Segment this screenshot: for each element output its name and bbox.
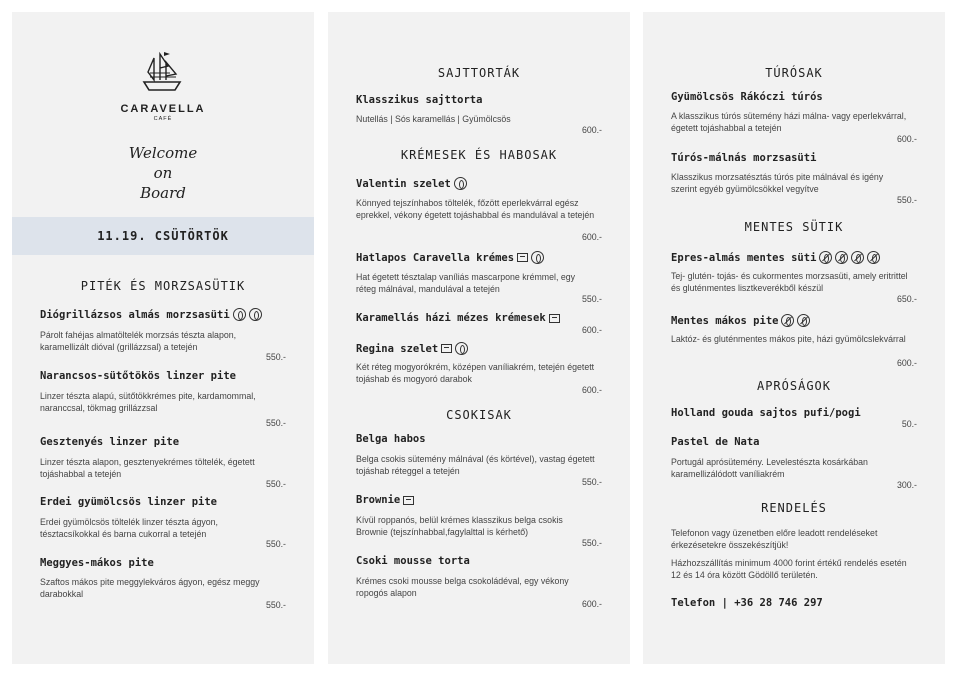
item-name	[356, 251, 544, 264]
delivery-info-text: Házhozszállítás minimum 4000 forint értékű rendelés esetén 12 és 14 óra között Gödöllő területén.	[671, 558, 907, 580]
item-description: Klasszikus morzsatésztás túrós pite málnával és igény szerint egyéb gyümölcsökkel vegyítve	[671, 172, 884, 194]
item-name	[356, 312, 560, 324]
section-title-aprosagok: APRÓSÁGOK	[756, 379, 832, 393]
item-price: 600.-	[581, 325, 602, 335]
item-price: 550.-	[265, 352, 286, 362]
welcome-line-1: Welcome	[128, 144, 198, 162]
item-price: 600.-	[896, 358, 917, 368]
menu-panel-left	[12, 12, 314, 664]
item-name: Csoki mousse torta	[356, 555, 470, 567]
brand-subtitle: CAFÉ	[153, 116, 173, 122]
item-description: Belga csokis sütemény málnával (és körtével), vastag égetett tojáshab réteggel a tetején	[356, 454, 595, 476]
nuts-icon	[233, 308, 246, 321]
item-description: Könnyed tejszínhabos töltelék, főzött eperlekvárral egész eprekkel, vékony égetett tojáshabbal és mandulával a tetején	[356, 198, 595, 220]
item-name-text: Regina szelet	[356, 342, 439, 355]
item-description: Portugál aprósütemény. Levelestészta kosárkában karamellizálódott vaníliakrém	[671, 457, 868, 479]
gluten-icon	[454, 177, 467, 190]
item-price: 550.-	[581, 538, 602, 548]
item-description: Kívül roppanós, belül krémes klasszikus belga csokis Brownie (tejszínhabbal,fagylalttal is kérhető)	[356, 515, 563, 537]
item-description: Szaftos mákos pite meggylekváros ágyon, egész meggy darabokkal	[40, 577, 260, 599]
lactose-free-icon	[797, 314, 810, 327]
gluten-icon	[455, 342, 468, 355]
item-name: Pastel de Nata	[671, 436, 760, 448]
item-name: Gesztenyés linzer pite	[40, 436, 180, 448]
item-name	[40, 308, 262, 321]
item-price: 600.-	[581, 385, 602, 395]
date-label: 11.19. CSÜTÖRTÖK	[97, 229, 229, 243]
gluten-free-icon	[819, 251, 832, 264]
menu-panel-right	[643, 12, 945, 664]
box-icon	[517, 253, 528, 262]
item-name	[356, 342, 468, 355]
item-price: 600.-	[581, 232, 602, 242]
section-title-turosak: TÚRÓSAK	[765, 66, 823, 80]
item-name: Túrós-málnás morzsasüti	[671, 152, 817, 164]
item-name-text: Valentin szelet	[356, 177, 451, 190]
item-name	[671, 314, 810, 327]
item-name: Erdei gyümölcsös linzer pite	[40, 496, 218, 508]
welcome-line-3: Board	[140, 184, 186, 202]
menu-panel-middle	[328, 12, 630, 664]
item-name: Klasszikus sajttorta	[356, 94, 483, 106]
item-name: Meggyes-mákos pite	[40, 557, 154, 569]
item-description: Tej- glutén- tojás- és cukormentes morzsasüti, amely eritrittel és gluténmentes lisztkeverékből készül	[671, 271, 908, 293]
brand-name: CARAVELLA	[120, 103, 206, 115]
dairy-free-icon	[851, 251, 864, 264]
item-description: A klasszikus túrós sütemény házi málna- vagy eperlekvárral, égetett tojáshabbal a tetején	[671, 111, 907, 133]
item-description: Két réteg mogyorókrém, középen vaníliakrém, tetején égetett tojáshab és mogyoró darabok	[356, 362, 595, 384]
welcome-line-2: on	[153, 164, 173, 182]
item-name: Narancsos-sütőtökös linzer pite	[40, 370, 236, 382]
sugar-free-icon	[867, 251, 880, 264]
item-price: 650.-	[896, 294, 917, 304]
item-price: 300.-	[896, 480, 917, 490]
item-name-text: Karamellás házi mézes krémesek	[356, 312, 546, 324]
gluten-free-icon	[781, 314, 794, 327]
item-price: 550.-	[265, 418, 286, 428]
item-description: Nutellás | Sós karamellás | Gyümölcsös	[356, 114, 511, 124]
item-price: 550.-	[265, 479, 286, 489]
item-price: 600.-	[581, 125, 602, 135]
item-name-text: Diógrillázsos almás morzsasüti	[40, 308, 230, 321]
item-description: Krémes csoki mousse belga csokoládéval, egy vékony ropogós alapon	[356, 576, 569, 598]
item-description: Linzer tészta alapon, gesztenyekrémes töltelék, égetett tojáshabbal a tetején	[40, 457, 255, 479]
egg-free-icon	[835, 251, 848, 264]
item-name-text: Epres-almás mentes süti	[671, 251, 817, 264]
item-description: Laktóz- és gluténmentes mákos pite, házi gyümölcslekvárral	[671, 334, 906, 344]
order-info-text: Telefonon vagy üzenetben előre leadott rendeléseket érkezésetekre összekészítjük!	[671, 528, 878, 550]
item-description: Hat égetett tésztalap vaníliás mascarpone krémmel, egy réteg málnával, mandulával a tetején	[356, 272, 576, 294]
item-name	[356, 494, 414, 506]
item-price: 550.-	[265, 539, 286, 549]
item-name: Gyümölcsös Rákóczi túrós	[671, 91, 823, 103]
section-title-sajttortak: SAJTTORTÁK	[437, 66, 521, 80]
item-description: Linzer tészta alapú, sütőtökkrémes pite, kardamommal, naranccsal, tökmag grillázzsal	[40, 391, 256, 413]
item-name: Holland gouda sajtos pufi/pogi	[671, 407, 861, 419]
item-price: 550.-	[896, 195, 917, 205]
ship-logo-icon	[140, 50, 186, 96]
item-price: 550.-	[581, 477, 602, 487]
item-name	[671, 251, 880, 264]
item-description: Párolt fahéjas almatöltelék morzsás tészta alapon, karamellizált dióval (grillázzsal) a tetején	[40, 330, 237, 352]
phone-contact[interactable]: Telefon | +36 28 746 297	[671, 597, 823, 609]
box-icon	[549, 314, 560, 323]
item-description: Erdei gyümölcsös töltelék linzer tészta ágyon, tésztacsíkokkal és barna cukorral a tetején	[40, 517, 218, 539]
box-icon	[441, 344, 452, 353]
item-price: 550.-	[265, 600, 286, 610]
gluten-icon	[249, 308, 262, 321]
item-name-text: Brownie	[356, 494, 401, 506]
item-name-text: Mentes mákos pite	[671, 314, 779, 327]
item-price: 600.-	[581, 599, 602, 609]
date-banner	[12, 217, 314, 255]
item-price: 600.-	[896, 134, 917, 144]
section-title-mentes: MENTES SÜTIK	[744, 220, 844, 234]
item-name: Belga habos	[356, 433, 426, 445]
item-price: 50.-	[901, 419, 917, 429]
item-name	[356, 177, 467, 190]
section-title-pitek: PITÉK ÉS MORZSASÜTIK	[80, 279, 246, 293]
item-name-text: Hatlapos Caravella krémes	[356, 251, 515, 264]
section-title-rendeles: RENDELÉS	[761, 501, 827, 515]
item-price: 550.-	[581, 294, 602, 304]
section-title-csokisak: CSOKISAK	[446, 408, 512, 422]
section-title-kremesek: KRÉMESEK ÉS HABOSAK	[400, 148, 558, 162]
box-icon	[403, 496, 414, 505]
gluten-icon	[531, 251, 544, 264]
